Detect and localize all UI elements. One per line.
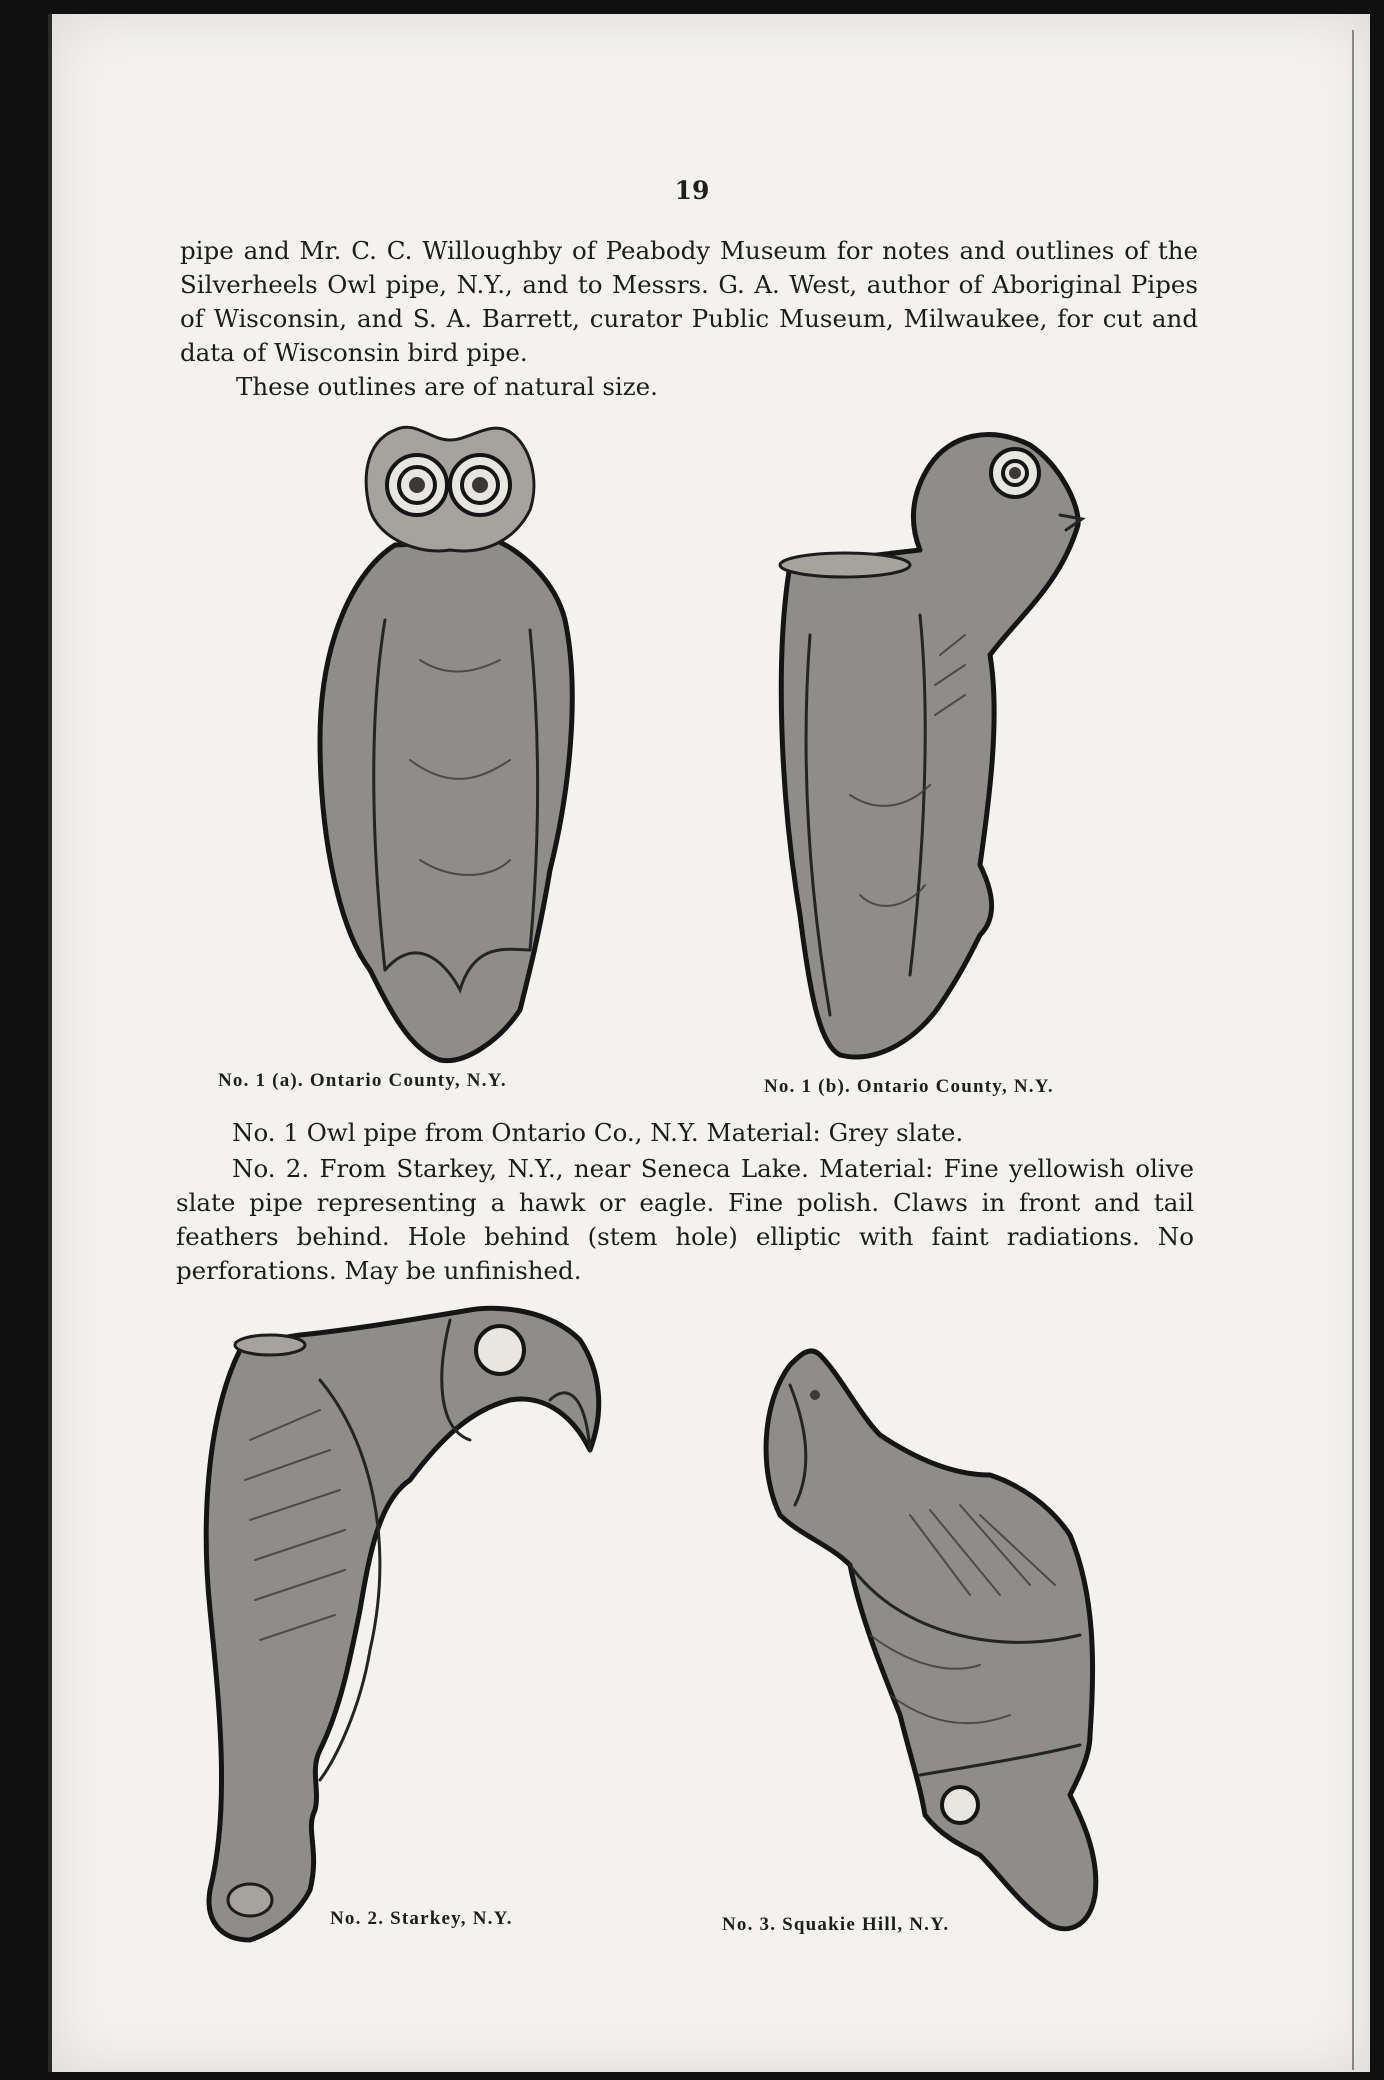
page-number: 19 <box>674 176 710 205</box>
fig3-caption: No. 3. Squakie Hill, N.Y. <box>722 1914 950 1935</box>
fig1b-caption: No. 1 (b). Ontario County, N.Y. <box>764 1076 1054 1097</box>
description-no1: No. 1 Owl pipe from Ontario Co., N.Y. Material: Grey slate. <box>232 1118 964 1147</box>
owl-pipe-front-illustration <box>300 410 610 1070</box>
squakie-hill-pipe-illustration <box>750 1335 1120 1935</box>
hawk-pipe-illustration <box>170 1290 620 1950</box>
page-edge <box>1352 30 1354 2070</box>
owl-pipe-side-illustration <box>760 415 1100 1075</box>
description-no2: No. 2. From Starkey, N.Y., near Seneca Lake. Material: Fine yellowish olive slate pipe representing a hawk or eagle. Fine polish. Claws in front and tail feathers behind. Hole behind (stem hole) elliptic with faint radiations. No perforations. May be unfinished. <box>176 1154 1194 1285</box>
fig1a-caption: No. 1 (a). Ontario County, N.Y. <box>218 1070 507 1091</box>
outline-note: These outlines are of natural size. <box>236 372 658 401</box>
fig2-caption: No. 2. Starkey, N.Y. <box>330 1908 513 1929</box>
intro-paragraph: pipe and Mr. C. C. Willoughby of Peabody Museum for notes and outlines of the Silverheels Owl pipe, N.Y., and to Messrs. G. A. West, author of Aboriginal Pipes of Wisconsin, and S. A. Barrett, curator Public Museum, Milwaukee, for cut and data of Wisconsin bird pipe. <box>180 236 1198 367</box>
